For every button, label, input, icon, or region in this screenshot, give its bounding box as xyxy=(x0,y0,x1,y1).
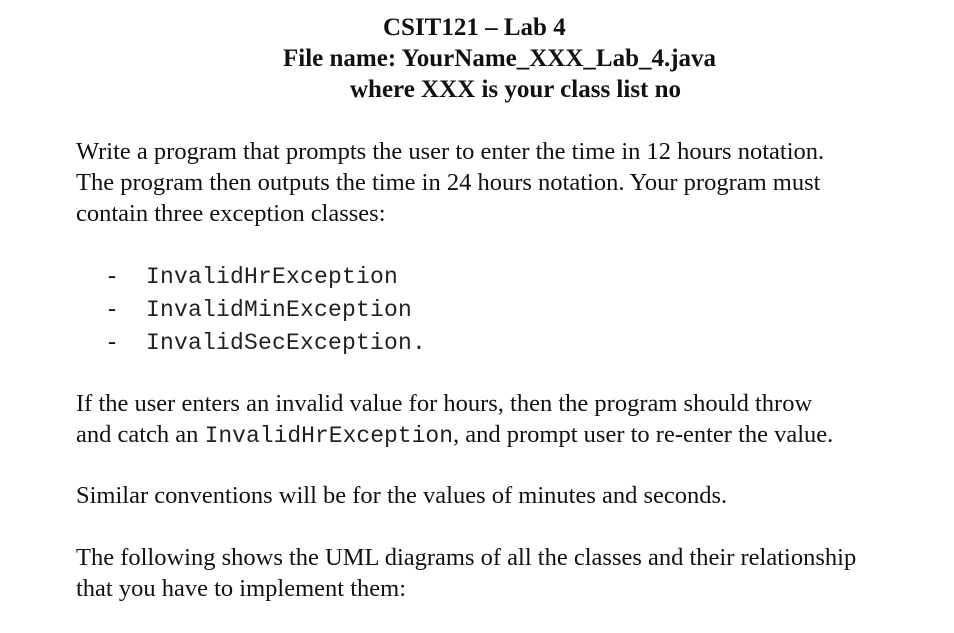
exception-suffix: . xyxy=(412,330,427,356)
list-dash: - xyxy=(108,263,116,289)
intro-paragraph xyxy=(76,136,824,229)
intro-line-1: Write a program that prompts the user to enter the time in 12 hours notation. xyxy=(76,138,825,165)
line-suffix: , and prompt user to re-enter the value. xyxy=(453,421,834,448)
list-dash: - xyxy=(108,296,116,322)
uml-line-2: that you have to implement them: xyxy=(76,575,406,602)
file-name-heading: File name: YourName_XXX_Lab_4.java xyxy=(283,45,717,72)
exception-class-list xyxy=(108,260,426,359)
similar-conventions-paragraph xyxy=(76,480,727,511)
line-prefix: and catch an xyxy=(76,421,205,448)
exception-name: InvalidSecException xyxy=(146,330,413,356)
invalid-hours-line-2 xyxy=(76,419,833,452)
exception-name: InvalidMinException xyxy=(146,297,413,323)
class-list-note: where XXX is your class list no xyxy=(350,76,682,103)
uml-intro-paragraph xyxy=(76,542,856,604)
list-item xyxy=(108,260,426,293)
similar-line-1: Similar conventions will be for the values of minutes and seconds. xyxy=(76,482,728,509)
list-dash: - xyxy=(108,329,116,355)
exception-name: InvalidHrException xyxy=(146,264,399,290)
intro-line-3: contain three exception classes: xyxy=(76,200,386,227)
inline-code: InvalidHrException xyxy=(204,423,454,449)
uml-line-1: The following shows the UML diagrams of all the classes and their relationship xyxy=(76,544,857,571)
invalid-hours-line-1: If the user enters an invalid value for hours, then the program should throw xyxy=(76,390,813,417)
invalid-hours-paragraph xyxy=(76,388,833,452)
list-item xyxy=(108,293,426,326)
lab-title: CSIT121 – Lab 4 xyxy=(383,14,566,41)
list-item xyxy=(108,326,426,359)
intro-line-2: The program then outputs the time in 24 hours notation. Your program must xyxy=(76,169,821,196)
